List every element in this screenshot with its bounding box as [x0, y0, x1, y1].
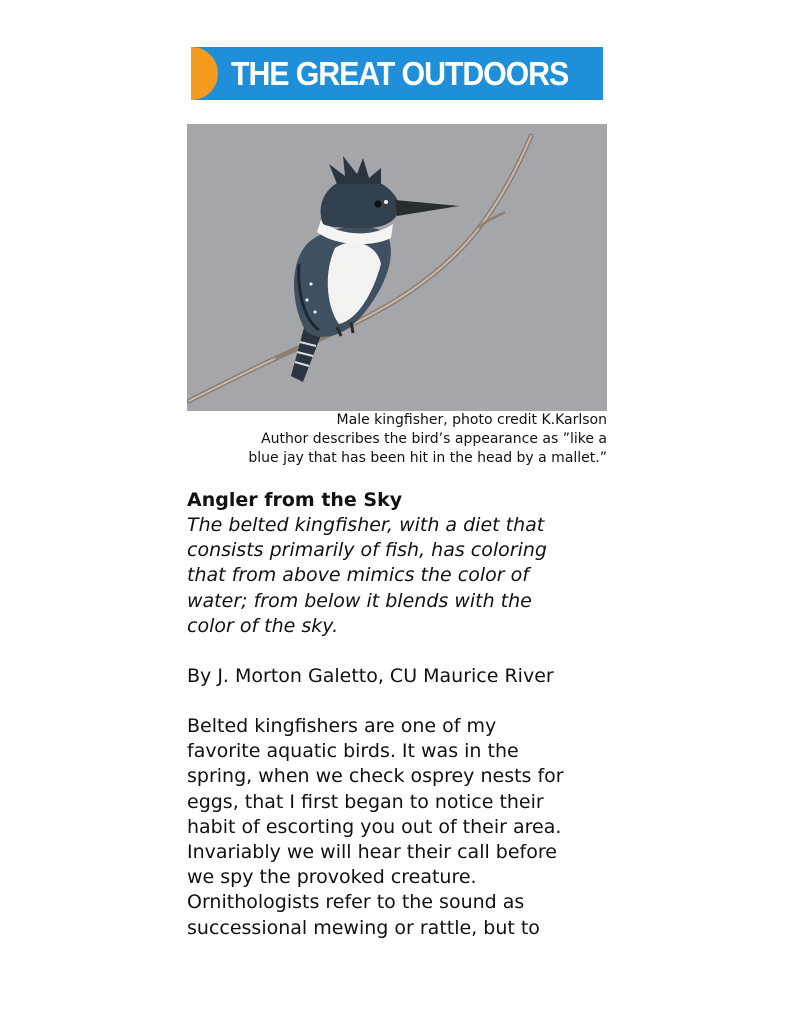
article-body [187, 714, 564, 941]
photo-caption [187, 411, 607, 468]
deck-line: The belted kingfisher, with a diet that [187, 514, 545, 536]
kingfisher-photo [187, 124, 607, 411]
body-line: Belted kingfishers are one of my [187, 715, 497, 737]
kingfisher-illustration [187, 124, 607, 411]
caption-line: blue jay that has been hit in the head by a mallet.” [248, 450, 607, 466]
body-line: eggs, that I first began to notice their [187, 790, 544, 813]
byline: By J. Morton Galetto, CU Maurice River [187, 665, 554, 687]
caption-line: Author describes the bird’s appearance as ”like a [261, 431, 607, 447]
body-line: Ornithologists refer to the sound as [187, 891, 525, 914]
body-line: spring, when we check osprey nests for [187, 765, 564, 788]
deck-line: water; from below it blends with the [187, 589, 532, 612]
body-line: Invariably we will hear their call before [187, 841, 557, 864]
caption-line: Male kingfisher, photo credit K.Karlson [336, 412, 607, 428]
deck-line: consists primarily of fish, has coloring [187, 539, 547, 562]
article-deck [187, 513, 547, 639]
deck-line: that from above mimics the color of [187, 564, 529, 587]
body-line: successional mewing or rattle, but to [187, 916, 540, 939]
body-line: habit of escorting you out of their area. [187, 815, 562, 838]
banner-title: THE GREAT OUTDOORS [231, 55, 569, 92]
deck-line: color of the sky. [187, 614, 339, 637]
body-line: we spy the provoked creature. [187, 866, 477, 889]
body-line: favorite aquatic birds. It was in the [187, 740, 519, 763]
banner [191, 47, 603, 100]
banner-accent-shape [191, 47, 218, 100]
article-title: Angler from the Sky [187, 489, 403, 511]
